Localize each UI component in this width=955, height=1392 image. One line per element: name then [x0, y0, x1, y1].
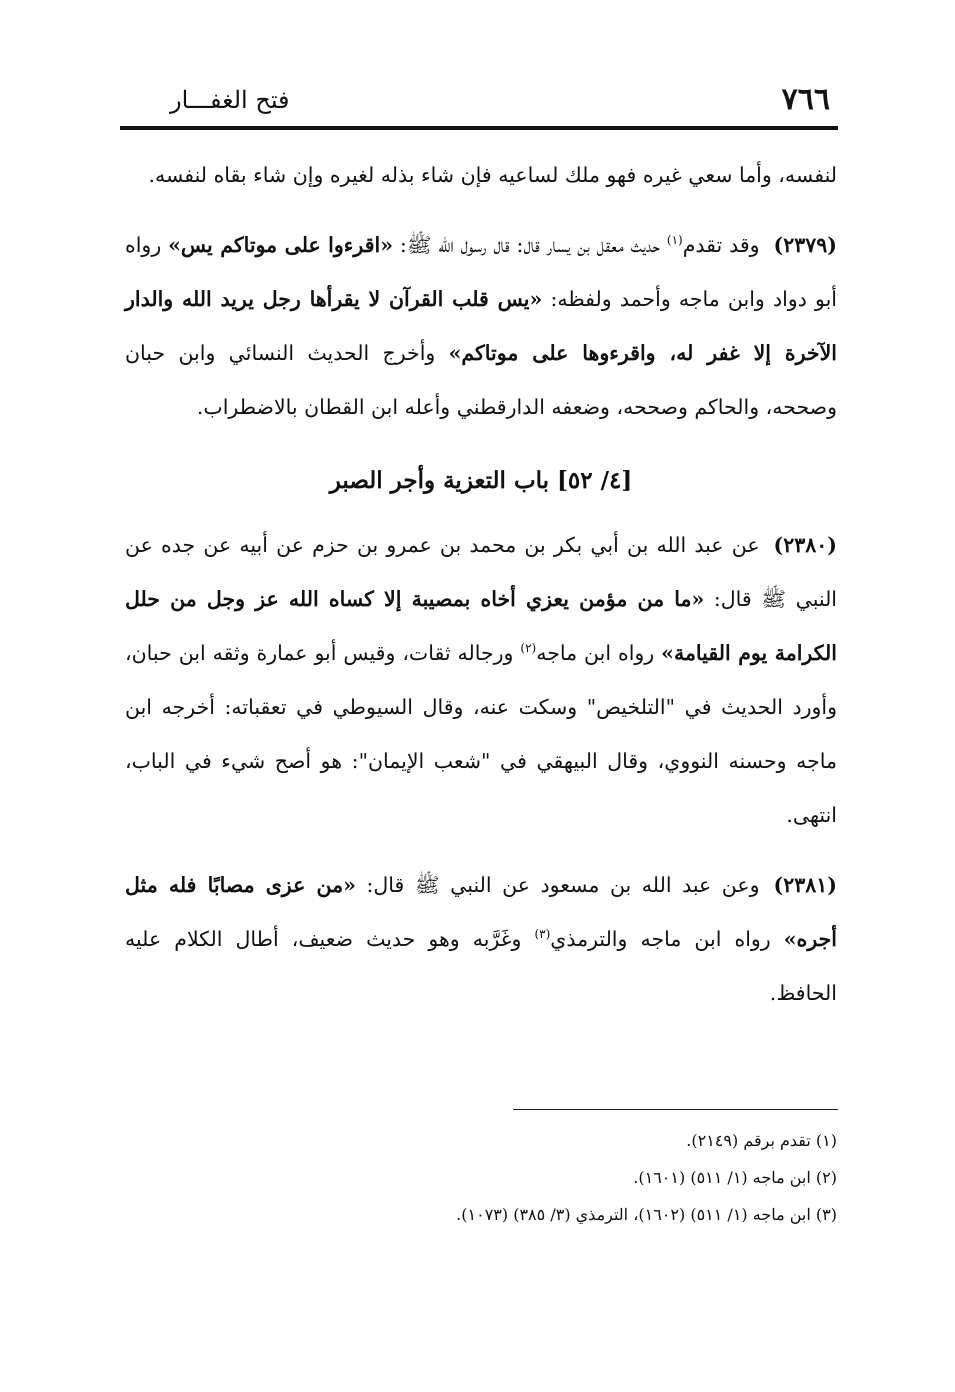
hadith-2379 — [125, 218, 837, 434]
footnote-separator — [513, 1109, 838, 1110]
footnote-ref-1[interactable]: (١) — [666, 233, 683, 248]
hadith-text: رواه ابن ماجه والترمذي — [550, 927, 784, 951]
footnote-ref-2[interactable]: (٢) — [520, 641, 537, 656]
hadith-text: عن عبد الله بن أبي بكر بن محمد بن عمرو بن حزم عن أبيه عن جده عن النبي ﷺ قال: — [125, 533, 838, 611]
page-header — [120, 80, 838, 126]
hadith-quote: «ما من مؤمن يعزي أخاه بمصيبة إلا كساه الله عز وجل من حلل الكرامة يوم القيامة» — [125, 587, 838, 665]
footnote-1: (١) تقدم برقم (٢١٤٩). — [686, 1131, 837, 1150]
hadith-text: ورجاله ثقات، وقيس أبو عمارة وثقه ابن حبان، وأورد الحديث في "التلخيص" وسكت عنه، وقال السيوطي في تعقباته: أخرجه ابن ماجه وحسنه النووي، وقال البيهقي في "شعب الإيمان": هو أصح شيء في الباب، انتهى. — [125, 641, 837, 827]
header-rule — [120, 126, 838, 130]
footnote-ref-3[interactable]: (٣) — [534, 927, 551, 942]
section-title: [٤/ ٥٢] باب التعزية وأجر الصبر — [329, 467, 633, 494]
paragraph-continuation — [125, 148, 837, 202]
hadith-number: (٢٣٨٠) — [773, 533, 837, 557]
hadith-text: وعن عبد الله بن مسعود عن النبي ﷺ قال: — [355, 873, 760, 897]
hadith-quote: «من عزى مصابًا فله مثل أجره» — [125, 873, 837, 951]
hadith-quote: «يس قلب القرآن لا يقرأها رجل يريد الله والدار الآخرة إلا غفر له، واقرءوها على موتاكم» — [125, 287, 837, 365]
hadith-text: وأخرج الحديث النسائي وابن حبان وصححه، والحاكم وصححه، وضعفه الدارقطني وأعله ابن القطان بالاضطراب. — [125, 341, 837, 419]
footnote-3: (٣) ابن ماجه (١/ ٥١١) (١٦٠٢)، الترمذي (٣/ ٣٨٥) (١٠٧٣). — [456, 1205, 837, 1224]
footnote-2: (٢) ابن ماجه (١/ ٥١١) (١٦٠١). — [633, 1168, 837, 1187]
paragraph-text: لنفسه، وأما سعي غيره فهو ملك لساعيه فإن شاء بذله لغيره وإن شاء بقاه لنفسه. — [148, 163, 837, 187]
hadith-text: رواه ابن ماجه — [536, 641, 662, 665]
footnotes — [125, 1122, 837, 1233]
hadith-number: (٢٣٧٩) — [773, 233, 837, 257]
hadith-quote: «اقرءوا على موتاكم يس» — [168, 233, 394, 257]
hadith-2380 — [125, 518, 837, 842]
hadith-text: رواه أبو دواد وابن ماجه وأحمد ولفظه: — [125, 233, 837, 311]
page-number: ٧٦٦ — [781, 82, 830, 117]
running-title: فتح الغفـــار — [170, 86, 290, 114]
hadith-text: وقد تقدم — [682, 233, 760, 257]
hadith-number: (٢٣٨١) — [773, 873, 837, 897]
main-text — [125, 148, 837, 1020]
hadith-2381 — [125, 858, 837, 1020]
hadith-text: وغَرَّبه وهو حديث ضعيف، أطال الكلام عليه الحافظ. — [125, 927, 837, 1005]
hadith-text: حديث معقل بن يسار قال: قال رسول الله ﷺ: — [399, 233, 667, 257]
